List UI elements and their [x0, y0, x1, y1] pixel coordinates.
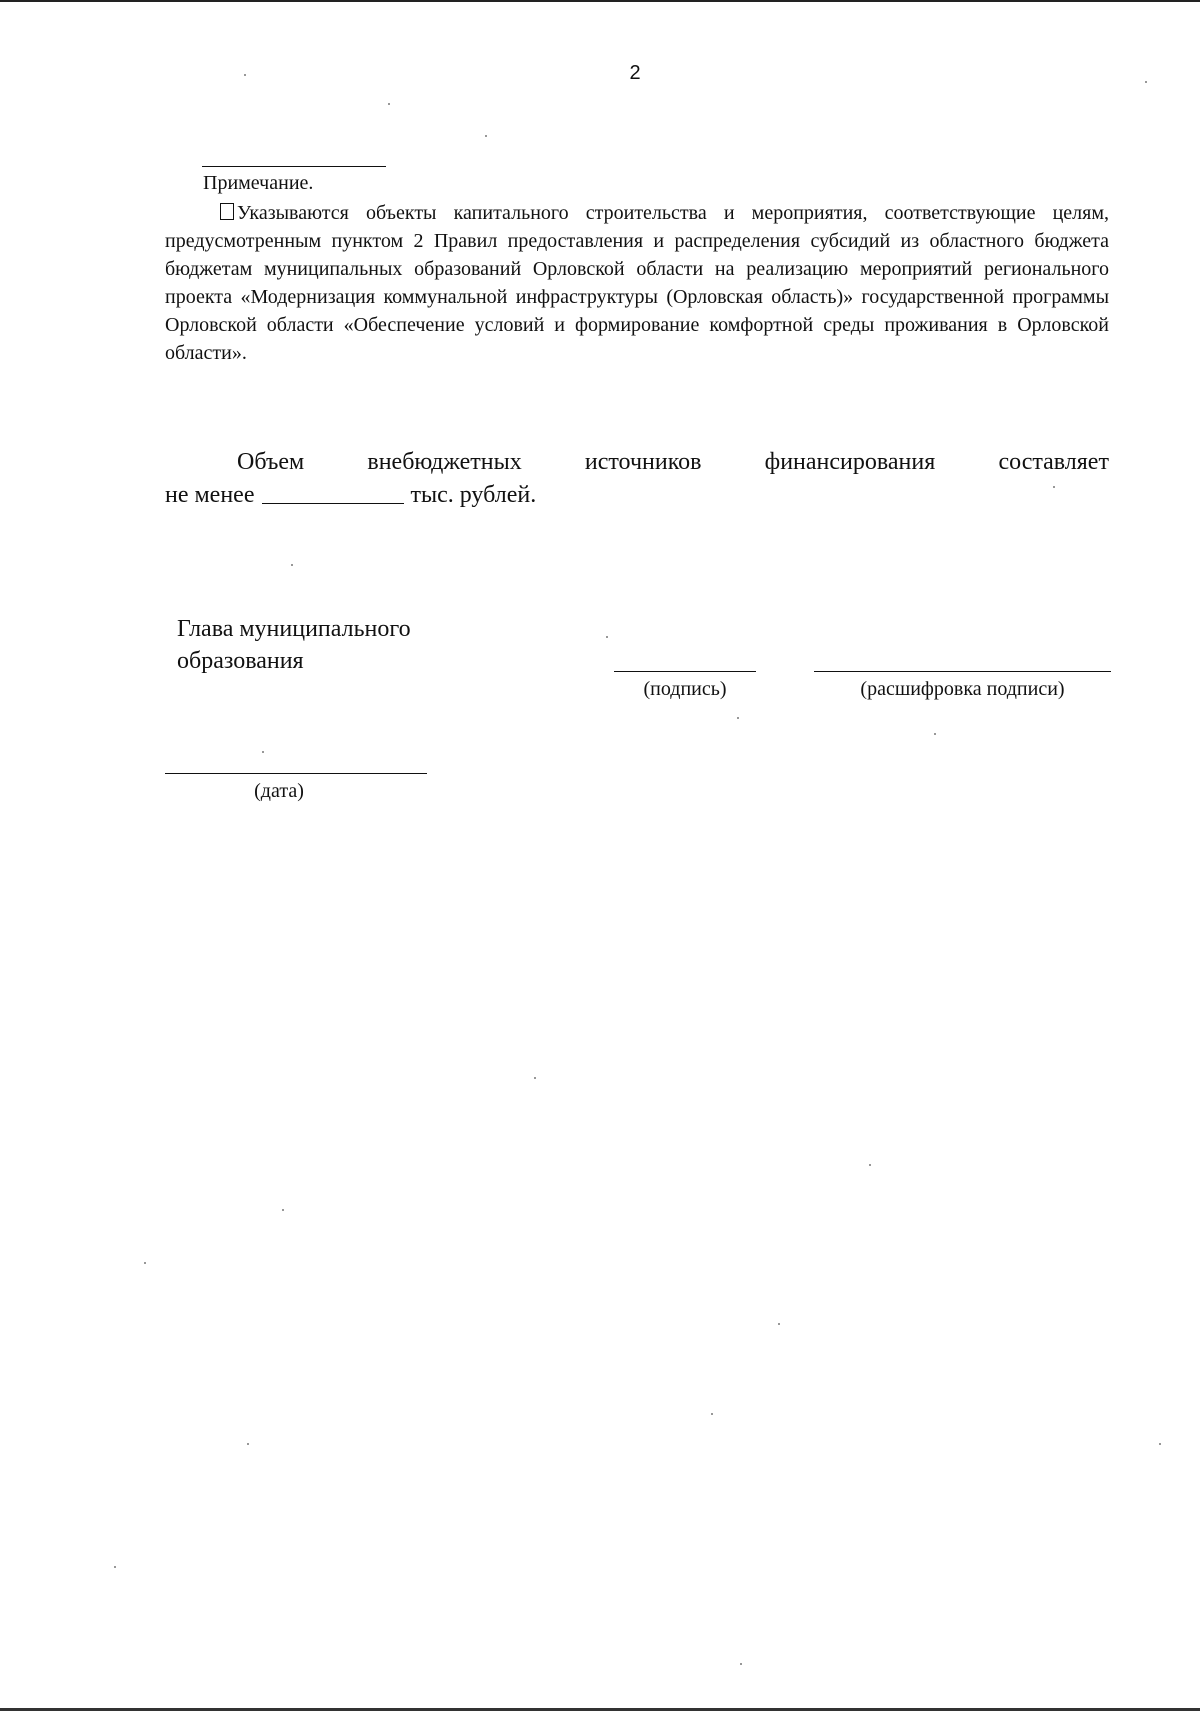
- scan-speck: [711, 1413, 713, 1415]
- scan-speck: [247, 1443, 249, 1445]
- scan-speck: [485, 135, 487, 137]
- scan-speck: [1159, 1443, 1161, 1445]
- funding-word: источников: [584, 449, 702, 475]
- scan-speck: [934, 733, 936, 735]
- head-title-line-1: Глава муниципального: [177, 616, 411, 642]
- scan-speck: [534, 1077, 536, 1079]
- funding-suffix: тыс. рублей.: [410, 482, 537, 508]
- head-title: [177, 613, 411, 677]
- scan-speck: [291, 564, 293, 566]
- funding-word: финансирования: [764, 449, 936, 475]
- scan-speck: [778, 1323, 780, 1325]
- funding-word: внебюджетных: [367, 449, 522, 475]
- scan-speck: [114, 1566, 116, 1568]
- funding-word: составляет: [998, 449, 1109, 475]
- date-line: [165, 773, 427, 774]
- scan-speck: [388, 103, 390, 105]
- scan-edge-top: [0, 0, 1200, 2]
- funding-line-2: [165, 479, 1109, 512]
- scan-speck: [262, 751, 264, 753]
- scan-speck: [144, 1262, 146, 1264]
- scan-speck: [244, 74, 246, 76]
- scan-speck: [606, 636, 608, 638]
- scan-speck: [737, 717, 739, 719]
- missing-glyph-icon: [220, 203, 234, 220]
- signature-line: [614, 671, 756, 672]
- note-divider: [202, 166, 386, 167]
- funding-paragraph: [165, 446, 1109, 512]
- date-caption: (дата): [254, 780, 304, 802]
- signature-decode-line: [814, 671, 1111, 672]
- head-title-line-2: образования: [177, 648, 304, 674]
- funding-line-1: [165, 446, 1109, 479]
- signature-decode-caption: (расшифровка подписи): [860, 678, 1065, 700]
- scan-speck: [1053, 486, 1055, 488]
- page-number: 2: [629, 62, 641, 84]
- scan-speck: [1145, 81, 1147, 83]
- signature-caption: (подпись): [643, 678, 727, 700]
- funding-prefix: не менее: [165, 482, 255, 508]
- funding-word: Объем: [237, 449, 305, 475]
- scan-speck: [282, 1209, 284, 1211]
- scan-speck: [740, 1663, 742, 1665]
- note-text: Указываются объекты капитального строительства и мероприятия, соответствующие целям, предусмотренным пунктом 2 Правил предоставления и распределения субсидий из областного бюджета бюджетам муниципальных образований Орловской области на реализацию мероприятий регионального проекта «Модернизация коммунальной инфраструктуры (Орловская область)» государственной программы Орловской области «Обеспечение условий и формирование комфортной среды проживания в Орловской области».: [165, 202, 1109, 364]
- note-title: Примечание.: [203, 172, 314, 194]
- scan-speck: [869, 1164, 871, 1166]
- amount-blank-field: [262, 481, 404, 504]
- note-body: [165, 199, 1109, 367]
